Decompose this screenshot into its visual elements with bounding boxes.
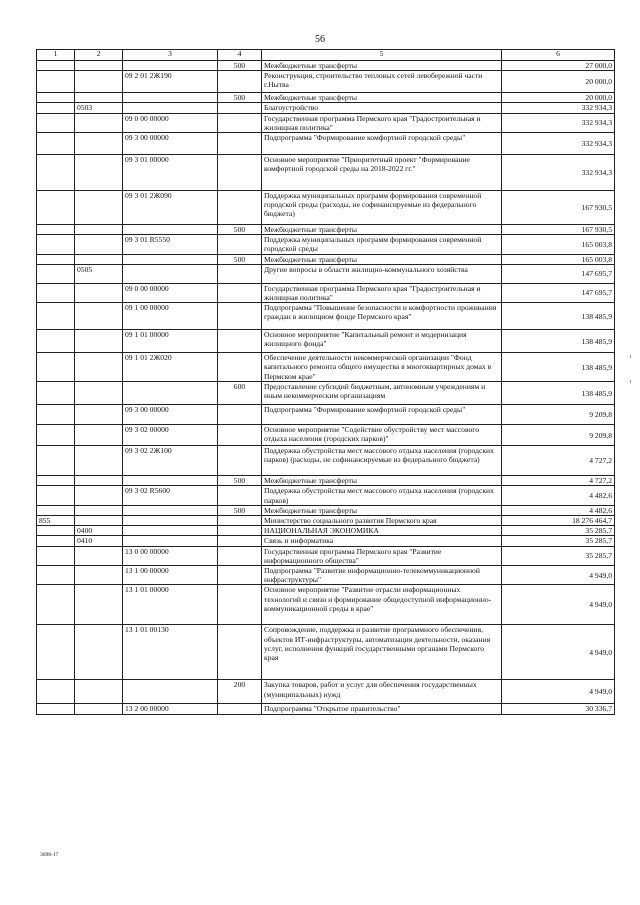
name-cell: Подпрограмма "Формирование комфортной городской среды" [262,133,502,155]
row-code-cell [37,353,75,382]
amount-cell: 4 949,0 [502,625,615,680]
table-row [37,133,615,155]
row-code-cell [37,191,75,225]
section-code-cell [75,303,123,330]
section-code-cell [75,546,123,565]
section-code-cell [75,446,123,476]
scan-mark [630,355,631,358]
table-row [37,536,615,546]
section-code-cell [75,516,123,526]
target-article-cell [123,103,218,113]
section-code-cell: 0400 [75,526,123,536]
expense-type-cell [218,486,262,505]
target-article-cell: 09 1 01 00000 [123,330,218,353]
table-row [37,680,615,704]
section-code-cell [75,704,123,714]
target-article-cell: 09 3 01 R5550 [123,235,218,254]
table-row [37,61,615,71]
table-row [37,264,615,283]
expense-type-cell [218,71,262,93]
column-header: 5 [262,50,502,61]
section-code-cell [75,486,123,505]
target-article-cell: 09 1 00 00000 [123,303,218,330]
name-cell: Межбюджетные трансферты [262,476,502,486]
name-cell: Основное мероприятие "Капитальный ремонт и модернизация жилищного фонда" [262,330,502,353]
target-article-cell: 09 3 00 00000 [123,405,218,425]
target-article-cell: 13 2 00 00000 [123,704,218,714]
target-article-cell [123,382,218,405]
name-cell: Предоставление субсидий бюджетным, автономным учреждениям и иным некоммерческим организациям [262,382,502,405]
column-header: 2 [75,50,123,61]
target-article-cell [123,680,218,704]
expense-type-cell [218,235,262,254]
row-code-cell [37,585,75,625]
section-code-cell [75,71,123,93]
row-code-cell [37,155,75,191]
row-code-cell [37,405,75,425]
section-code-cell [75,382,123,405]
table-row [37,283,615,302]
expense-type-cell: 600 [218,382,262,405]
expense-type-cell [218,546,262,565]
target-article-cell: 09 1 01 2Ж020 [123,353,218,382]
name-cell: Министерство социального развития Пермского края [262,516,502,526]
row-code-cell [37,486,75,505]
row-code-cell [37,133,75,155]
name-cell: Подпрограмма "Открытое правительство" [262,704,502,714]
row-code-cell [37,476,75,486]
table-row [37,425,615,446]
expense-type-cell [218,405,262,425]
section-code-cell [75,505,123,515]
row-code-cell [37,225,75,235]
amount-cell: 27 000,0 [502,61,615,71]
expense-type-cell: 500 [218,476,262,486]
name-cell: Межбюджетные трансферты [262,93,502,103]
table-row [37,476,615,486]
row-code-cell [37,505,75,515]
name-cell: Поддержка обустройства мест массового отдыха населения (городских парков) (расходы, не софинансируемые из федерального бюджета) [262,446,502,476]
table-row [37,505,615,515]
section-code-cell [75,585,123,625]
target-article-cell: 09 3 02 00000 [123,425,218,446]
amount-cell: 35 285,7 [502,526,615,536]
table-row [37,585,615,625]
target-article-cell [123,61,218,71]
target-article-cell [123,516,218,526]
target-article-cell [123,526,218,536]
amount-cell: 167 930,5 [502,225,615,235]
expense-type-cell [218,103,262,113]
page-number: 56 [315,34,325,45]
section-code-cell [75,330,123,353]
table-row [37,93,615,103]
amount-cell: 165 003,8 [502,254,615,264]
table-row [37,566,615,585]
amount-cell: 332 934,3 [502,113,615,132]
expense-type-cell [218,330,262,353]
row-code-cell [37,566,75,585]
name-cell: Межбюджетные трансферты [262,254,502,264]
section-code-cell [75,191,123,225]
table-row [37,225,615,235]
column-header: 6 [502,50,615,61]
target-article-cell: 09 3 02 R5600 [123,486,218,505]
section-code-cell [75,225,123,235]
table-row [37,382,615,405]
amount-cell: 4 949,0 [502,585,615,625]
table-row [37,254,615,264]
table-header-row [37,50,615,61]
expense-type-cell [218,516,262,526]
target-article-cell [123,93,218,103]
expense-type-cell [218,625,262,680]
section-code-cell: 0410 [75,536,123,546]
amount-cell: 18 276 464,7 [502,516,615,526]
target-article-cell [123,476,218,486]
name-cell: Подпрограмма "Формирование комфортной городской среды" [262,405,502,425]
name-cell: Государственная программа Пермского края "Градостроительная и жилищная политика" [262,283,502,302]
expense-type-cell [218,704,262,714]
amount-cell: 20 000,0 [502,71,615,93]
section-code-cell [75,61,123,71]
row-code-cell [37,446,75,476]
table-row [37,704,615,714]
table-row [37,155,615,191]
section-code-cell [75,254,123,264]
target-article-cell [123,536,218,546]
table-row [37,486,615,505]
amount-cell: 4 727,2 [502,476,615,486]
amount-cell: 4 482,6 [502,486,615,505]
expense-type-cell [218,303,262,330]
section-code-cell [75,283,123,302]
row-code-cell [37,625,75,680]
amount-cell: 138 485,9 [502,303,615,330]
name-cell: Поддержка муниципальных программ формирования современной городской среды (расходы, не софинансируемые из федерального бюджета) [262,191,502,225]
expense-type-cell: 500 [218,93,262,103]
target-article-cell [123,264,218,283]
expense-type-cell [218,353,262,382]
section-code-cell [75,405,123,425]
name-cell: Благоустройство [262,103,502,113]
name-cell: Подпрограмма "Развитие информационно-телекоммуникационной инфраструктуры" [262,566,502,585]
target-article-cell [123,254,218,264]
amount-cell: 30 336,7 [502,704,615,714]
name-cell: Поддержка муниципальных программ формирования современной городской среды [262,235,502,254]
table-row [37,546,615,565]
expense-type-cell [218,283,262,302]
amount-cell: 9 209,8 [502,405,615,425]
name-cell: Обеспечение деятельности некоммерческой организации "Фонд капитального ремонта общего имущества в многоквартирных домах в Пермском крае" [262,353,502,382]
amount-cell: 138 485,9 [502,330,615,353]
name-cell: Межбюджетные трансферты [262,61,502,71]
name-cell: Другие вопросы в области жилищно-коммунального хозяйства [262,264,502,283]
target-article-cell: 13 1 01 00130 [123,625,218,680]
name-cell: Подпрограмма "Повышение безопасности и комфортности проживания граждан в жилищном фонде Пермского края" [262,303,502,330]
target-article-cell: 13 0 00 00000 [123,546,218,565]
row-code-cell [37,303,75,330]
table-row [37,113,615,132]
expense-type-cell: 500 [218,254,262,264]
target-article-cell: 09 2 01 2Ж190 [123,71,218,93]
amount-cell: 147 695,7 [502,264,615,283]
amount-cell: 4 949,0 [502,680,615,704]
target-article-cell: 13 1 01 00000 [123,585,218,625]
row-code-cell [37,61,75,71]
expense-type-cell [218,446,262,476]
footer-code: 3698-17 [40,852,59,858]
row-code-cell [37,264,75,283]
target-article-cell: 13 1 00 00000 [123,566,218,585]
expense-type-cell [218,526,262,536]
expense-type-cell [218,113,262,132]
expense-type-cell [218,133,262,155]
amount-cell: 165 003,8 [502,235,615,254]
section-code-cell [75,93,123,103]
section-code-cell [75,235,123,254]
table-row [37,625,615,680]
amount-cell: 138 485,9 [502,353,615,382]
expense-type-cell: 500 [218,61,262,71]
expense-type-cell [218,585,262,625]
name-cell: Основное мероприятие "Содействие обустройству мест массового отдыха населения (городских парков)" [262,425,502,446]
amount-cell: 20 000,0 [502,93,615,103]
row-code-cell [37,704,75,714]
row-code-cell [37,254,75,264]
target-article-cell: 09 0 00 00000 [123,113,218,132]
name-cell: Закупка товаров, работ и услуг для обеспечения государственных (муниципальных) нужд [262,680,502,704]
table-row [37,103,615,113]
row-code-cell [37,330,75,353]
section-code-cell [75,566,123,585]
row-code-cell [37,103,75,113]
table-row [37,235,615,254]
expense-type-cell [218,264,262,283]
target-article-cell [123,225,218,235]
section-code-cell [75,625,123,680]
row-code-cell [37,283,75,302]
row-code-cell: 855 [37,516,75,526]
amount-cell: 9 209,8 [502,425,615,446]
name-cell: Реконструкция, строительство тепловых сетей левобережной части г.Нытва [262,71,502,93]
row-code-cell [37,113,75,132]
target-article-cell: 09 0 00 00000 [123,283,218,302]
section-code-cell [75,680,123,704]
name-cell: Межбюджетные трансферты [262,505,502,515]
row-code-cell [37,235,75,254]
amount-cell: 332 934,3 [502,155,615,191]
name-cell: Межбюджетные трансферты [262,225,502,235]
name-cell: Государственная программа Пермского края "Градостроительная и жилищная политика" [262,113,502,132]
table-row [37,516,615,526]
section-code-cell: 0505 [75,264,123,283]
table-row [37,446,615,476]
name-cell: Связь и информатика [262,536,502,546]
row-code-cell [37,546,75,565]
name-cell: Основное мероприятие "Приоритетный проект "Формирование комфортной городской среды на 2018-2022 гг." [262,155,502,191]
row-code-cell [37,680,75,704]
expense-type-cell: 500 [218,225,262,235]
section-code-cell [75,113,123,132]
section-code-cell [75,155,123,191]
row-code-cell [37,71,75,93]
target-article-cell [123,505,218,515]
column-header: 3 [123,50,218,61]
amount-cell: 35 285,7 [502,546,615,565]
amount-cell: 167 930,5 [502,191,615,225]
target-article-cell: 09 3 00 00000 [123,133,218,155]
scan-mark [630,380,631,383]
name-cell: Основное мероприятие "Развитие отрасли информационных технологий и связи и формирование общедоступной информационно-коммуникационной среды в крае" [262,585,502,625]
name-cell: НАЦИОНАЛЬНАЯ ЭКОНОМИКА [262,526,502,536]
table-row [37,71,615,93]
section-code-cell [75,425,123,446]
target-article-cell: 09 3 01 2Ж090 [123,191,218,225]
row-code-cell [37,93,75,103]
name-cell: Государственная программа Пермского края "Развитие информационного общества" [262,546,502,565]
amount-cell: 4 727,2 [502,446,615,476]
section-code-cell [75,133,123,155]
table-row [37,405,615,425]
row-code-cell [37,536,75,546]
amount-cell: 35 285,7 [502,536,615,546]
budget-table [36,49,615,715]
expense-type-cell [218,566,262,585]
column-header: 4 [218,50,262,61]
amount-cell: 4 482,6 [502,505,615,515]
expense-type-cell: 200 [218,680,262,704]
target-article-cell: 09 3 01 00000 [123,155,218,191]
target-article-cell: 09 3 02 2Ж100 [123,446,218,476]
name-cell: Поддержка обустройства мест массового отдыха населения (городских парков) [262,486,502,505]
expense-type-cell: 500 [218,505,262,515]
expense-type-cell [218,536,262,546]
table-row [37,303,615,330]
expense-type-cell [218,155,262,191]
amount-cell: 4 949,0 [502,566,615,585]
table-row [37,191,615,225]
expense-type-cell [218,425,262,446]
row-code-cell [37,526,75,536]
section-code-cell [75,476,123,486]
row-code-cell [37,382,75,405]
column-header: 1 [37,50,75,61]
expense-type-cell [218,191,262,225]
section-code-cell: 0503 [75,103,123,113]
amount-cell: 332 934,3 [502,103,615,113]
table-row [37,353,615,382]
section-code-cell [75,353,123,382]
name-cell: Сопровождение, поддержка и развитие программного обеспечения, объектов ИТ-инфраструктуры, автоматизация деятельности, оказания услуг, исполнения функций государственными органами Пермского края [262,625,502,680]
row-code-cell [37,425,75,446]
amount-cell: 332 934,3 [502,133,615,155]
amount-cell: 138 485,9 [502,382,615,405]
table-row [37,526,615,536]
table-row [37,330,615,353]
amount-cell: 147 695,7 [502,283,615,302]
